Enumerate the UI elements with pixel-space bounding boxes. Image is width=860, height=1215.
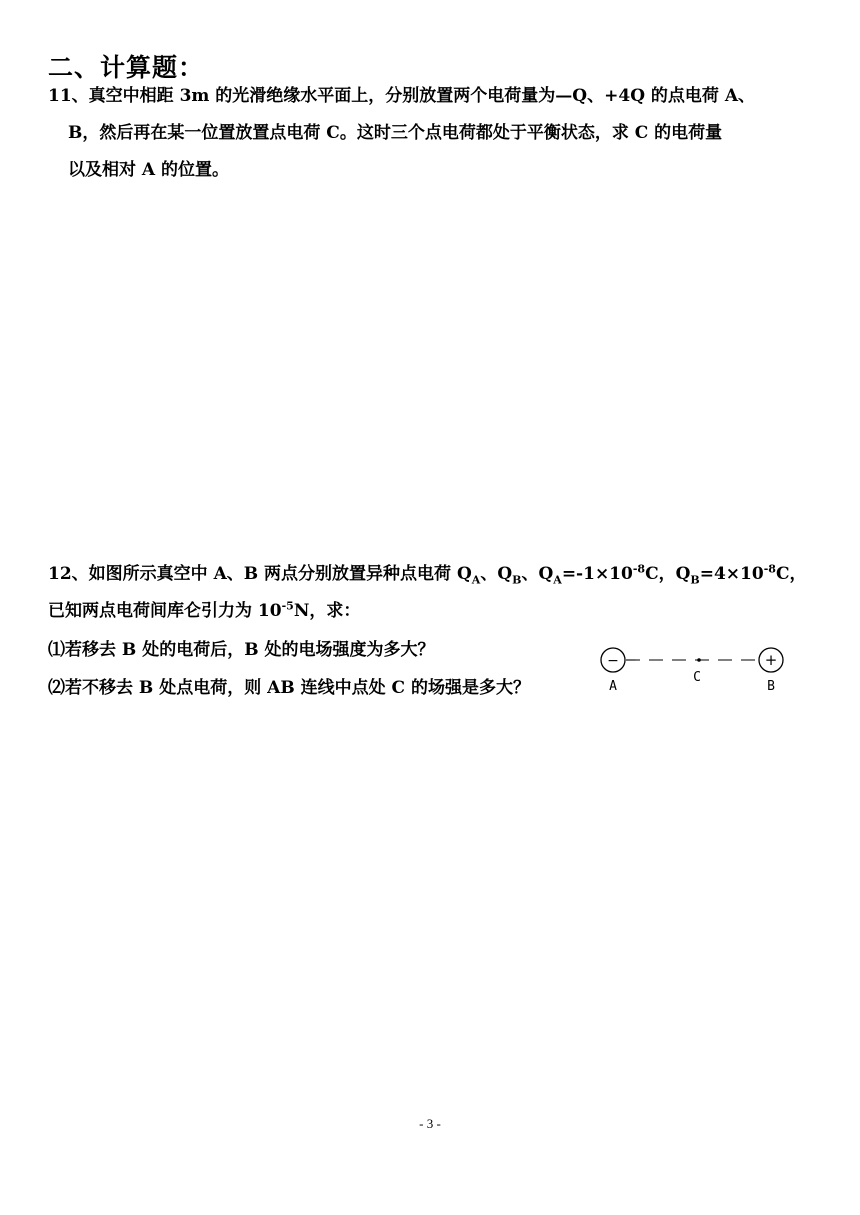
q12-sub-a: A [471, 573, 481, 587]
q12-text-intro: 12、如图所示真空中 A、B 两点分别放置异种点电荷 Q [48, 564, 472, 584]
q12-unit: C， [775, 564, 807, 584]
charge-diagram [596, 642, 792, 696]
charge-b-sign: + [764, 651, 778, 669]
q12-force-unit: N，求： [293, 601, 361, 621]
question-11-line-3: 以及相对 A 的位置。 [68, 160, 230, 180]
q12-sep: 、Q [521, 564, 554, 584]
q12-exponent-qb: -8 [763, 562, 776, 576]
question-12-line-1 [48, 556, 806, 592]
page-number: - 3 - [419, 1116, 441, 1131]
q12-sep: 、Q [480, 564, 513, 584]
q12-sub-b: B [512, 573, 522, 587]
question-12-part-2: ⑵若不移去 B 处点电荷，则 AB 连线中点处 C 的场强是多大？ [48, 678, 530, 698]
question-11-line-1: 11、真空中相距 3m 的光滑绝缘水平面上，分别放置两个电荷量为—Q、+4Q 的点电荷 A、 [48, 86, 756, 106]
q12-sub-b: B [690, 573, 700, 587]
q12-value-qa: =-1×10 [561, 564, 633, 584]
q12-unit: C，Q [645, 564, 691, 584]
label-c: C [693, 670, 701, 685]
question-11-line-2: B，然后再在某一位置放置点电荷 C。这时三个点电荷都处于平衡状态，求 C 的电荷量 [68, 123, 723, 143]
label-a: A [609, 679, 617, 694]
q12-force-text: 已知两点电荷间库仑引力为 10 [48, 601, 282, 621]
label-b: B [767, 679, 775, 694]
q12-exponent-qa: -8 [632, 562, 646, 576]
q12-value-qb: =4×10 [699, 564, 764, 584]
charge-a-sign: − [607, 653, 619, 669]
question-12-line-2 [48, 593, 360, 629]
section-title: 二、计算题： [48, 53, 205, 82]
q12-sub-a: A [553, 573, 562, 587]
question-12-part-1: ⑴若移去 B 处的电荷后，B 处的电场强度为多大？ [48, 640, 435, 660]
midpoint-c-dot [697, 658, 701, 662]
q12-exponent-force: -5 [281, 599, 294, 613]
